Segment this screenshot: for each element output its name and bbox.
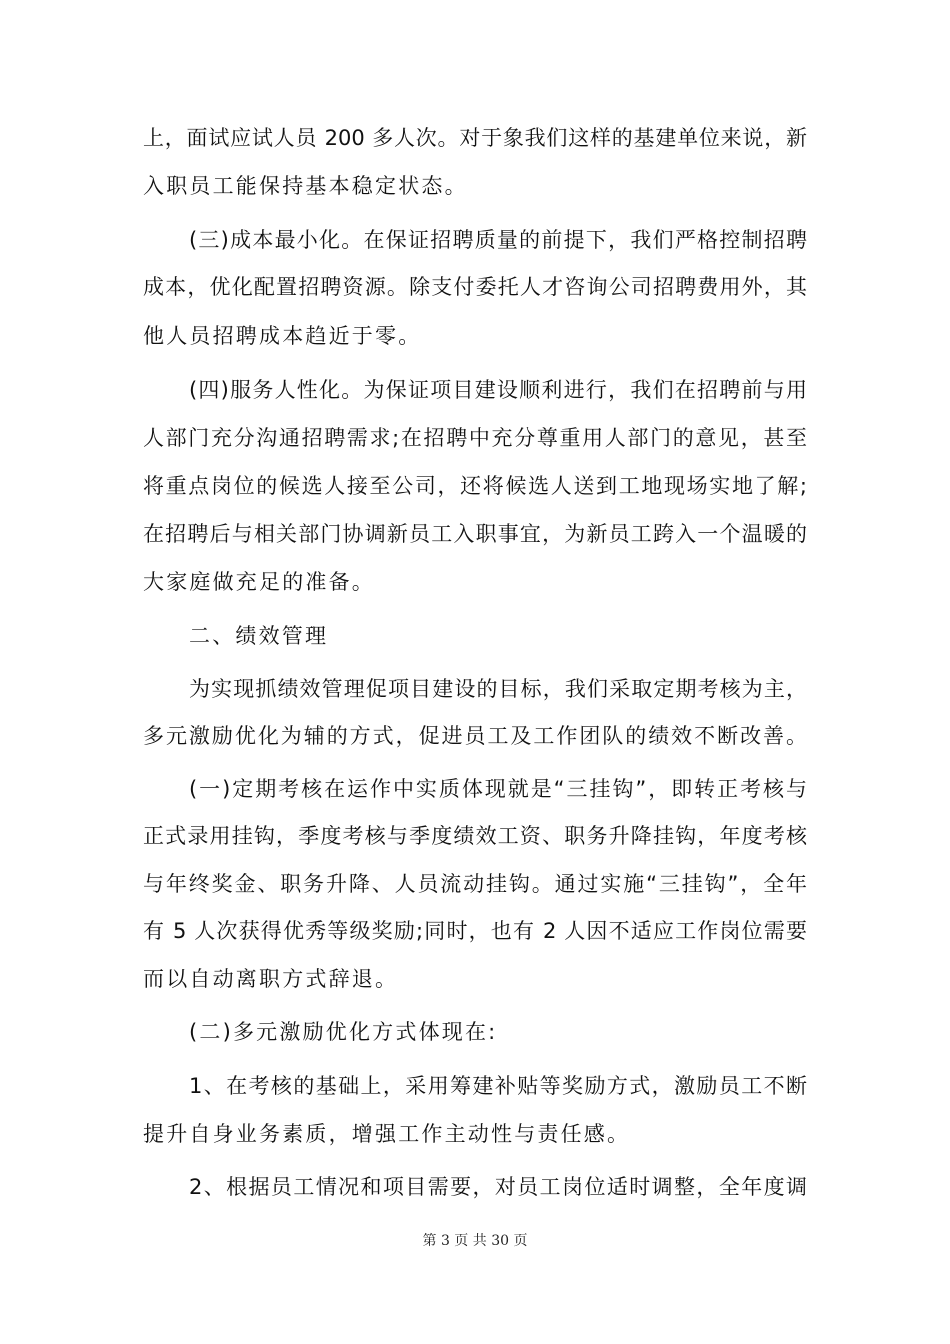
text-line: (三)成本最小化。在保证招聘质量的前提下，我们严格控制招聘 — [189, 228, 807, 252]
text-line: 入职员工能保持基本稳定状态。 — [143, 174, 468, 198]
section-heading: 二、绩效管理 — [189, 624, 329, 648]
text-line: 多元激励优化为辅的方式，促进员工及工作团队的绩效不断改善。 — [143, 724, 807, 748]
text-line: 而以自动离职方式辞退。 — [143, 967, 399, 991]
text-line: 为实现抓绩效管理促项目建设的目标，我们采取定期考核为主， — [189, 677, 807, 701]
text-line: 大家庭做充足的准备。 — [143, 570, 375, 594]
text-line: 提升自身业务素质，增强工作主动性与责任感。 — [143, 1122, 631, 1146]
text-line: 成本，优化配置招聘资源。除支付委托人才咨询公司招聘费用外，其 — [143, 275, 807, 299]
text-line: 1、在考核的基础上，采用筹建补贴等奖励方式，激励员工不断 — [189, 1074, 807, 1098]
text-line: 正式录用挂钩，季度考核与季度绩效工资、职务升降挂钩，年度考核 — [143, 824, 807, 848]
page-number-footer: 第 3 页 共 30 页 — [422, 1233, 528, 1249]
text-line: (四)服务人性化。为保证项目建设顺利进行，我们在招聘前与用 — [189, 378, 807, 402]
text-line: 2、根据员工情况和项目需要，对员工岗位适时调整，全年度调 — [189, 1175, 807, 1199]
text-line: 上，面试应试人员 200 多人次。对于象我们这样的基建单位来说，新 — [143, 126, 807, 150]
text-line: (一)定期考核在运作中实质体现就是“三挂钩”，即转正考核与 — [189, 777, 807, 801]
text-line: 有 5 人次获得优秀等级奖励;同时，也有 2 人因不适应工作岗位需要 — [143, 919, 807, 943]
text-line: 在招聘后与相关部门协调新员工入职事宜，为新员工跨入一个温暖的 — [143, 522, 807, 546]
text-line: (二)多元激励优化方式体现在: — [189, 1020, 498, 1044]
text-line: 人部门充分沟通招聘需求;在招聘中充分尊重用人部门的意见，甚至 — [143, 426, 807, 450]
text-line: 与年终奖金、职务升降、人员流动挂钩。通过实施“三挂钩”，全年 — [143, 872, 807, 896]
text-line: 他人员招聘成本趋近于零。 — [143, 324, 422, 348]
text-line: 将重点岗位的候选人接至公司，还将候选人送到工地现场实地了解; — [143, 474, 807, 498]
